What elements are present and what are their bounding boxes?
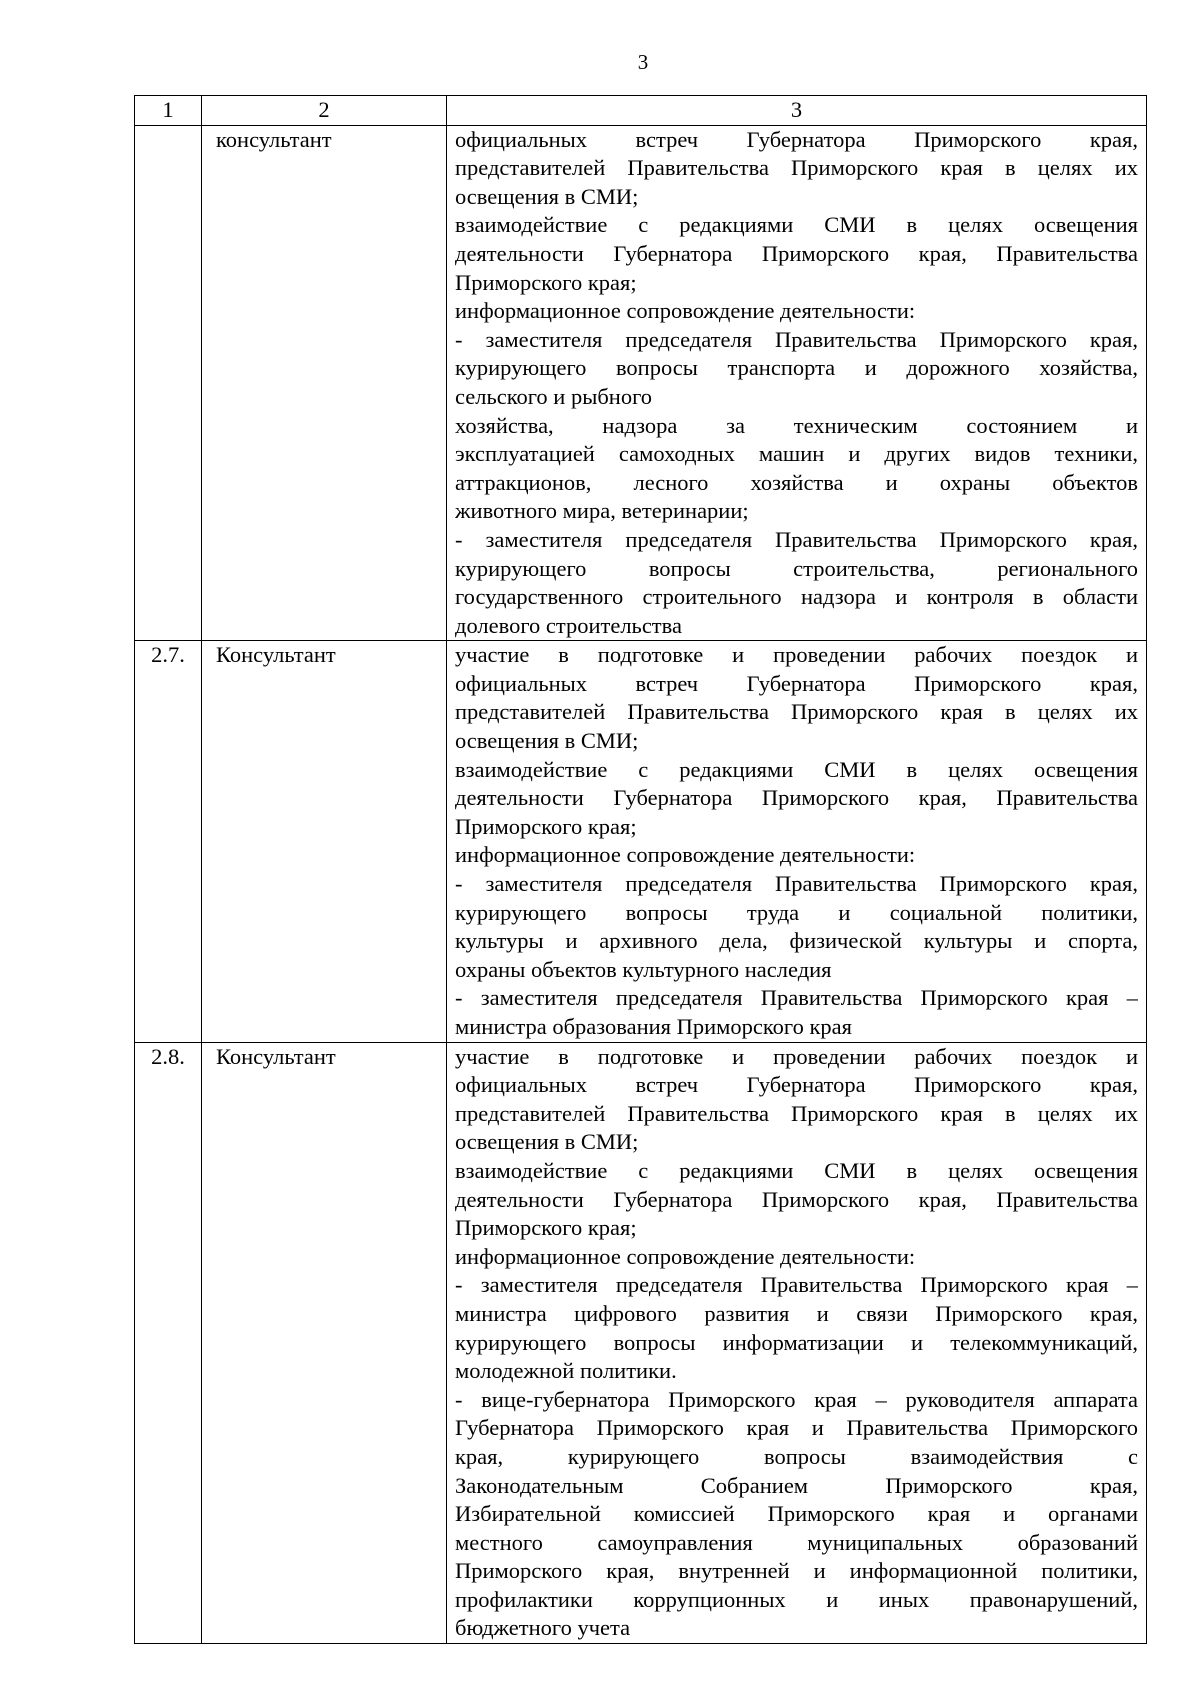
row-number	[135, 125, 202, 641]
duty-line: участие в подготовке и проведении рабочих поездок и	[455, 642, 1138, 668]
duty-line: Законодательным Собранием Приморского края,	[455, 1472, 1138, 1498]
duty-line: деятельности Губернатора Приморского края, Правительства	[455, 785, 1138, 811]
duty-line: Губернатора Приморского края и Правительства Приморского	[455, 1415, 1138, 1441]
duty-line: государственного строительного надзора и контроля в области	[455, 584, 1138, 610]
duty-line: аттракционов, лесного хозяйства и охраны объектов	[455, 469, 1138, 495]
position-title: Консультант	[202, 641, 447, 1042]
table-header-row	[135, 96, 1147, 126]
duty-line: министра образования Приморского края	[455, 1014, 852, 1039]
duty-line: хозяйства, надзора за техническим состоянием и	[455, 412, 1138, 438]
duty-line: края, курирующего вопросы взаимодействия с	[455, 1443, 1138, 1469]
duty-line: Приморского края, внутренней и информационной политики,	[455, 1558, 1138, 1584]
duty-line: животного мира, ветеринарии;	[455, 498, 749, 524]
header-col-2: 2	[202, 96, 447, 126]
table-row	[135, 125, 1147, 641]
duty-line: взаимодействие с редакциями СМИ в целях освещения	[455, 756, 1138, 782]
duty-line: эксплуатацией самоходных машин и других видов техники,	[455, 441, 1138, 467]
duty-line: - заместителя председателя Правительства Приморского края,	[455, 526, 1138, 552]
duty-line: курирующего вопросы информатизации и телекоммуникаций,	[455, 1329, 1138, 1355]
duty-line: - заместителя председателя Правительства Приморского края,	[455, 871, 1138, 897]
duties-cell	[447, 125, 1147, 641]
duty-line: Приморского края;	[455, 1215, 637, 1241]
duty-line: освещения в СМИ;	[455, 183, 639, 209]
duty-line: информационное сопровождение деятельности:	[455, 842, 916, 868]
positions-table	[134, 95, 1147, 1644]
duty-line: - заместителя председателя Правительства Приморского края –	[455, 1272, 1138, 1298]
duty-line: освещения в СМИ;	[455, 1129, 639, 1155]
duty-line: взаимодействие с редакциями СМИ в целях освещения	[455, 212, 1138, 238]
duty-line: культуры и архивного дела, физической культуры и спорта,	[455, 928, 1138, 954]
table-body	[135, 125, 1147, 1643]
duty-line: официальных встреч Губернатора Приморского края,	[455, 1072, 1138, 1098]
duties-cell	[447, 1042, 1147, 1643]
row-number: 2.7.	[135, 641, 202, 1042]
duty-line: участие в подготовке и проведении рабочих поездок и	[455, 1043, 1138, 1069]
header-col-3: 3	[447, 96, 1147, 126]
duty-line: представителей Правительства Приморского края в целях их	[455, 699, 1138, 725]
duty-line: министра цифрового развития и связи Приморского края,	[455, 1300, 1138, 1326]
duty-line: официальных встреч Губернатора Приморского края,	[455, 126, 1138, 152]
duty-line: долевого строительства	[455, 612, 682, 638]
duty-line: информационное сопровождение деятельности:	[455, 298, 916, 324]
duties-cell	[447, 641, 1147, 1042]
duty-line: представителей Правительства Приморского края в целях их	[455, 155, 1138, 181]
duty-line: информационное сопровождение деятельности:	[455, 1243, 916, 1269]
duty-line: - заместителя председателя Правительства Приморского края –	[455, 985, 1138, 1011]
duty-line: взаимодействие с редакциями СМИ в целях освещения	[455, 1157, 1138, 1183]
duty-line: официальных встреч Губернатора Приморского края,	[455, 670, 1138, 696]
row-number: 2.8.	[135, 1042, 202, 1643]
duty-line: охраны объектов культурного наследия	[455, 956, 832, 982]
duty-line: Приморского края;	[455, 269, 637, 295]
duty-line: деятельности Губернатора Приморского края, Правительства	[455, 1186, 1138, 1212]
duty-line: представителей Правительства Приморского края в целях их	[455, 1100, 1138, 1126]
duty-line: бюджетного учета	[455, 1615, 631, 1641]
position-title: Консультант	[202, 1042, 447, 1643]
duty-line: сельского и рыбного	[455, 383, 652, 409]
duty-line: молодежной политики.	[455, 1358, 677, 1384]
duty-line: профилактики коррупционных и иных правонарушений,	[455, 1586, 1138, 1612]
table-row	[135, 1042, 1147, 1643]
duty-line: курирующего вопросы строительства, регионального	[455, 555, 1138, 581]
duty-line: Приморского края;	[455, 813, 637, 839]
page-number: 3	[637, 50, 649, 74]
position-title: консультант	[202, 125, 447, 641]
duty-line: - заместителя председателя Правительства Приморского края,	[455, 326, 1138, 352]
header-col-1: 1	[135, 96, 202, 126]
duty-line: местного самоуправления муниципальных образований	[455, 1529, 1138, 1555]
duty-line: курирующего вопросы труда и социальной политики,	[455, 899, 1138, 925]
table-row	[135, 641, 1147, 1042]
duty-line: - вице-губернатора Приморского края – руководителя аппарата	[455, 1386, 1138, 1412]
duty-line: деятельности Губернатора Приморского края, Правительства	[455, 240, 1138, 266]
duty-line: курирующего вопросы транспорта и дорожного хозяйства,	[455, 355, 1138, 381]
duty-line: Избирательной комиссией Приморского края и органами	[455, 1501, 1138, 1527]
duty-line: освещения в СМИ;	[455, 728, 639, 754]
